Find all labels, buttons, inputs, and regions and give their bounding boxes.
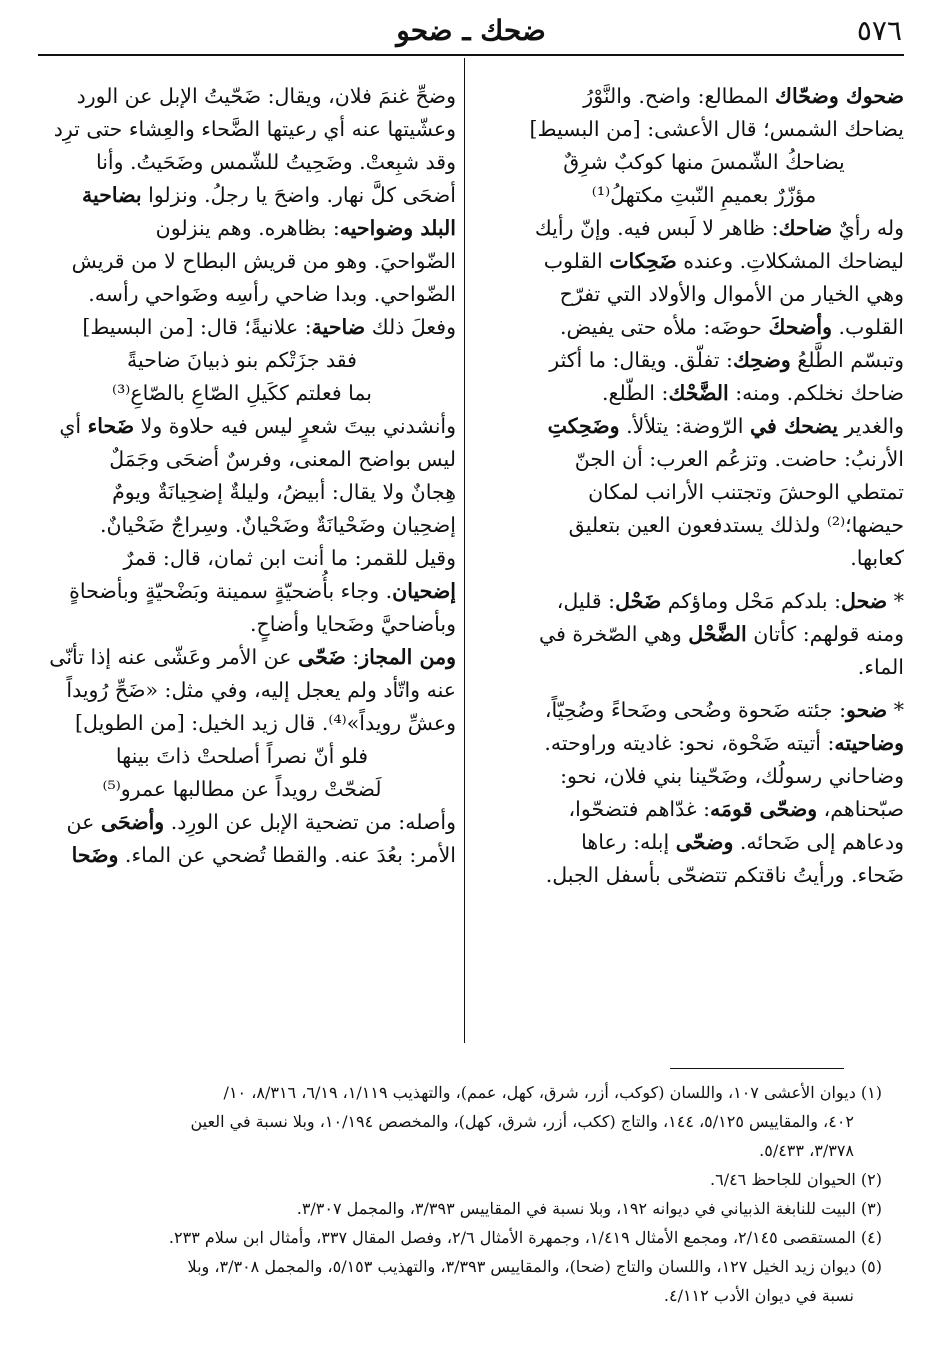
entry-headword: ضحل	[841, 589, 888, 613]
text-line: وعشِّ رويداً»⁽⁴⁾. قال زيد الخيل: [من الطويل]	[75, 711, 456, 735]
text-line	[504, 618, 904, 651]
text-span: : الطّلع.	[602, 381, 669, 405]
text-span: المطالع: واضح. والنَّوْرُ	[583, 84, 776, 108]
text-line: وقيل للقمر: ما أنت ابن ثمان، قال: قمرٌ	[123, 546, 456, 570]
footnote-line: نسبة في ديوان الأدب ٤/١١٢.	[663, 1286, 854, 1305]
text-line: الضّواحيَ. وهو من قريش البطاح لا من قريش	[71, 249, 456, 273]
headword: وضَحا	[71, 843, 119, 867]
headword: الضَّحْك	[668, 381, 729, 405]
entry-star: *	[887, 698, 904, 722]
text-line: يضاحك الشمس؛ قال الأعشى: [من البسيط]	[529, 117, 904, 141]
footnotes	[56, 1078, 882, 1310]
headword: ضاحك	[778, 216, 833, 240]
text-line: الضّواحي. وبدا ضاحي رأسِه وضَواحي رأسه.	[88, 282, 456, 306]
text-line: الماء.	[857, 655, 904, 679]
footnote-line: (٤) المستقصى ٢/١٤٥، ومجمع الأمثال ١/٤١٩، وجمهرة الأمثال ٢/٦، وفصل المقال ٣٣٧، وأمثال ابن سلام ٢٣٣.	[168, 1228, 882, 1247]
text-span: وأصله: من تضحية الإبل عن الورِد.	[164, 810, 456, 834]
text-line	[28, 806, 456, 839]
text-line	[28, 212, 456, 245]
text-span: . وجاء بأُضحيّةٍ سمينة وبَضْحيّةٍ وبأضحاةٍ	[69, 579, 393, 603]
text-span: الأمر: بعُدَ عنه. والقطا تُضحي عن الماء.	[118, 843, 456, 867]
text-span: إبله: رعاها	[581, 830, 676, 854]
headword: وضاحيته	[834, 731, 904, 755]
text-span: ضاحك نخلكم. ومنه:	[728, 381, 904, 405]
headword: ضاحية	[311, 315, 366, 339]
verse-line: فلو أنّ نصراً أصلحتْ ذاتَ بينها	[115, 744, 369, 768]
text-line: تمتطي الوحشَ وتجتنب الأرانب لمكان	[588, 480, 904, 504]
text-span: : أتيته ضَحْوة، نحو: غاديته وراوحته.	[544, 731, 835, 755]
header-rule	[38, 54, 904, 56]
verse-line: لَضحّتْ رويداً عن مطالبها عمرو⁽⁵⁾	[102, 777, 382, 801]
text-line: ليس بواضح المعنى، وفرسٌ أضحَى وجَمَلٌ	[109, 447, 456, 471]
text-line: وهي الخيار من الأموال والأولاد التي تفرّح	[559, 282, 904, 306]
text-line	[504, 212, 904, 245]
verse-line: فقد جزَتْكم بنو ذبيانَ ضاحيةً	[127, 348, 357, 372]
text-span: عن الأمر وعَشّى عنه إذا تأنّى	[49, 645, 299, 669]
text-line	[28, 179, 456, 212]
text-span: أضحَى كلَّ نهار. واضحَ يا رجلُ. ونزلوا	[141, 183, 456, 207]
entry-headword: ضحو	[845, 698, 888, 722]
verse-line: مؤزّرٌ بعميمِ النّبتِ مكتهلُ⁽¹⁾	[591, 183, 817, 207]
text-line: هِجانٌ ولا يقال: أبيضُ، وليلةٌ إضحِيانَةٌ ويومٌ	[112, 480, 456, 504]
headword: وضحّى	[675, 830, 734, 854]
text-line	[504, 727, 904, 760]
footnote-rule	[670, 1068, 844, 1069]
headword: وضَحِكتِ	[547, 414, 620, 438]
headword: ضَحاء	[87, 414, 135, 438]
page-number: ٥٧٦	[856, 14, 902, 47]
headword: البلد وضواحيه	[339, 216, 456, 240]
text-span: وله رأيٌ	[832, 216, 904, 240]
text-line	[504, 410, 904, 443]
footnote-line: (٢) الحيوان للجاحظ ٦/٤٦.	[710, 1170, 882, 1189]
text-line	[504, 377, 904, 410]
headword: وأضحكَ	[768, 315, 832, 339]
text-span: القلوب.	[831, 315, 904, 339]
text-span: صبّحناهم،	[817, 797, 904, 821]
text-span: : غدّاهم فتضحّوا،	[568, 797, 711, 821]
footnote-line: (٣) البيت للنابغة الذبياني في ديوانه ١٩٢، وبلا نسبة في المقاييس ٣/٣٩٣، والمجمل ٣/٣٠٧.	[296, 1199, 882, 1218]
text-span: :	[345, 645, 360, 669]
text-span: حوضَه: ملأه حتى يفيض.	[560, 315, 769, 339]
text-span: : بظاهره. وهم ينزلون	[155, 216, 340, 240]
text-line	[28, 311, 456, 344]
text-line	[28, 575, 456, 608]
text-span: وتبسّم الطَّلعُ	[790, 348, 904, 372]
text-span: : علانيةً؛ قال: [من البسيط]	[82, 315, 312, 339]
left-column	[28, 80, 456, 872]
text-line: وقد شبِعتْ. وضَحِيتُ للشّمس وضَحَيتُ. وأنا	[95, 150, 456, 174]
text-line	[504, 311, 904, 344]
entry-start	[504, 585, 904, 618]
footnote-line: (١) ديوان الأعشى ١٠٧، واللسان (كوكب، أزر، شرق، كهل، عمم)، والتهذيب ١/١١٩، ٦/١٩، ٨/٣١٦، ١٠/	[223, 1083, 882, 1102]
text-line: الأرنبُ: حاضت. وتزعُم العرب: أن الجنّ	[574, 447, 904, 471]
headword: ضحوك وضحّاك	[775, 84, 904, 108]
footnote-line: ٤٠٢، والمقاييس ٥/١٢٥، ١٤٤، والتاج (ككب، أزر، شرق، كهل)، والمخصص ١٠/١٩٤، وبلا نسبة في العين	[190, 1112, 854, 1131]
text-line: وعشّيتها عنه أي رعيتها الضَّحاء والعِشاء حتى ترِد	[53, 117, 456, 141]
entry-start	[504, 694, 904, 727]
running-title: ضحك ـ ضحو	[396, 14, 546, 47]
text-span: وهي الصّخرة في	[539, 622, 689, 646]
text-line: إضحِيان وضَحْيانَةٌ وضَحْيانٌ. وسِراجٌ ضَحْيانٌ.	[99, 513, 456, 537]
text-line	[504, 245, 904, 278]
text-span: والغدير	[837, 414, 904, 438]
text-span: عن	[66, 810, 101, 834]
text-span: : تفلّق. ويقال: ما أكثر	[549, 348, 733, 372]
headword: الضَّحْل	[688, 622, 747, 646]
text-line	[504, 793, 904, 826]
section-label: ومن المجاز	[359, 645, 456, 669]
right-column	[504, 80, 904, 892]
text-span: ودعاهم إلى ضَحائه.	[733, 830, 904, 854]
text-line	[504, 344, 904, 377]
headword: ضَحِكات	[609, 249, 677, 273]
text-line	[504, 80, 904, 113]
text-line: ضَحاء. ورأيتُ ناقتكم تتضحّى بأسفل الجبل.	[545, 863, 904, 887]
headword: وضحِك	[732, 348, 791, 372]
text-line: عنه واتّأد ولم يعجل إليه، وفي مثل: «ضَحِّ رُويداً	[66, 678, 456, 702]
text-span: ومنه قولهم: كأتان	[746, 622, 904, 646]
text-line: حيضها؛⁽²⁾ ولذلك يستدفعون العين بتعليق	[568, 513, 904, 537]
headword: بضاحية	[82, 183, 142, 207]
headword: وأضحَى	[100, 810, 165, 834]
text-line	[28, 641, 456, 674]
text-line: وضاحاني رسولُك، وضَحّينا بني فلان، نحو:	[560, 764, 904, 788]
text-line: كعابها.	[850, 546, 904, 570]
verse-line: يضاحكُ الشّمسَ منها كوكبٌ شرِقٌ	[563, 150, 845, 174]
page-header	[40, 8, 902, 48]
headword: يضحك في	[749, 414, 838, 438]
text-span: الرّوضة: يتلألأ.	[619, 414, 750, 438]
text-span: : قليل،	[556, 589, 616, 613]
text-line	[504, 826, 904, 859]
text-span: أي	[59, 414, 88, 438]
text-line	[28, 410, 456, 443]
text-span: القلوب	[543, 249, 610, 273]
text-span: : بلدكم مَحْل وماؤكم	[661, 589, 842, 613]
text-line	[28, 839, 456, 872]
entry-star: *	[887, 589, 904, 613]
text-span: : جئته ضَحوة وضُحى وضَحاءً وضُحِيّاً،	[544, 698, 846, 722]
headword: وضحّى قومَه	[710, 797, 818, 821]
text-span: : ظاهر لا لَبس فيه. وإنّ رأيك	[534, 216, 779, 240]
footnote-line: ٣/٣٧٨، ٥/٤٣٣.	[759, 1141, 854, 1160]
headword: إضحيان	[392, 579, 456, 603]
text-span: ليضاحك المشكلاتِ. وعنده	[676, 249, 904, 273]
text-span: وفعلَ ذلك	[365, 315, 456, 339]
text-span: وأنشدني بيتَ شعرٍ ليس فيه حلاوة ولا	[134, 414, 456, 438]
text-line: وبأضاحيَّ وضَحايا وأضاحٍ.	[249, 612, 456, 636]
headword: ضَحْل	[615, 589, 662, 613]
footnote-line: (٥) ديوان زيد الخيل ١٢٧، واللسان والتاج (ضحا)، والمقاييس ٣/٣٩٣، والتهذيب ٥/١٥٣، والمجمل ٣/٣٠٨، وبلا	[187, 1257, 882, 1276]
headword: ضَحّى	[298, 645, 346, 669]
verse-line: بما فعلتم ككَيلِ الصّاعِ بالصّاعِ⁽³⁾	[112, 381, 372, 405]
column-divider	[464, 58, 465, 1043]
text-line: وضحِّ غنمَ فلان، ويقال: ضَحّيتُ الإبل عن الورد	[76, 84, 456, 108]
